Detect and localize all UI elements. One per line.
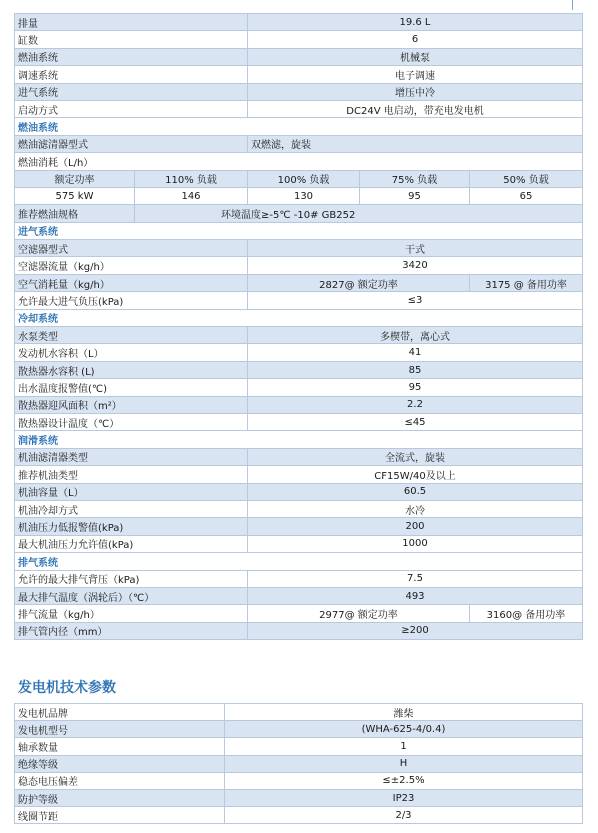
- table-row: [15, 240, 583, 257]
- table-row: [15, 483, 583, 500]
- section-title: 冷却系统: [15, 309, 583, 326]
- spec-value: 干式: [248, 240, 583, 257]
- section-header-row: [15, 553, 583, 570]
- load-header: 50% 负载: [470, 170, 583, 187]
- section-title: 排气系统: [15, 553, 583, 570]
- table-row: [15, 327, 583, 344]
- spec-label: 排量: [15, 14, 248, 31]
- spec-value: IP23: [225, 789, 583, 806]
- section-header-row: [15, 431, 583, 448]
- spec-label: 燃油消耗（L/h）: [15, 153, 583, 170]
- spec-label: 启动方式: [15, 100, 248, 117]
- section-header-row: [15, 222, 583, 239]
- spec-label: 燃油滤清器型式: [15, 135, 248, 152]
- table-row: [15, 622, 583, 639]
- load-header: 75% 负载: [360, 170, 470, 187]
- load-header: 额定功率: [15, 170, 135, 187]
- spec-value: 2/3: [225, 807, 583, 824]
- load-value: 130: [248, 187, 360, 204]
- spec-value: 增压中冷: [248, 83, 583, 100]
- spec-label: 进气系统: [15, 83, 248, 100]
- table-row: [15, 704, 583, 721]
- table-row: [15, 587, 583, 604]
- spec-value: 水冷: [248, 500, 583, 517]
- spec-value: 6: [248, 31, 583, 48]
- spec-label: 机油容量（L）: [15, 483, 248, 500]
- generator-spec-table: [14, 703, 583, 824]
- table-row: [15, 721, 583, 738]
- spec-value: 环境温度≥-5℃ -10# GB252: [135, 205, 583, 222]
- load-value: 95: [360, 187, 470, 204]
- spec-value: 200: [248, 518, 583, 535]
- table-row: [15, 274, 583, 291]
- table-row: [15, 772, 583, 789]
- section-title: 润滑系统: [15, 431, 583, 448]
- spec-label: 最大机油压力允许值(kPa): [15, 535, 248, 552]
- table-row: [15, 83, 583, 100]
- table-row: [15, 789, 583, 806]
- spec-label: 出水温度报警值(℃): [15, 379, 248, 396]
- spec-value: ≤3: [248, 292, 583, 309]
- spec-label: 绝缘等级: [15, 755, 225, 772]
- top-edge-rule: [572, 0, 573, 10]
- spec-value-rated: 2977@ 额定功率: [248, 605, 470, 622]
- table-row: [15, 448, 583, 465]
- spec-value: 多楔带，离心式: [248, 327, 583, 344]
- spec-label: 水泵类型: [15, 327, 248, 344]
- spec-label: 机油滤清器类型: [15, 448, 248, 465]
- spec-label: 推荐机油类型: [15, 466, 248, 483]
- table-row: [15, 605, 583, 622]
- spec-label: 燃油系统: [15, 48, 248, 65]
- table-row: [15, 100, 583, 117]
- spec-value: 493: [248, 587, 583, 604]
- table-row: [15, 66, 583, 83]
- spec-value: ≤45: [248, 413, 583, 430]
- spec-value-rated: 2827@ 额定功率: [248, 274, 470, 291]
- spec-value: H: [225, 755, 583, 772]
- spec-value: CF15W/40及以上: [248, 466, 583, 483]
- table-row: [15, 807, 583, 824]
- load-value: 146: [135, 187, 248, 204]
- load-value: 65: [470, 187, 583, 204]
- spec-label: 散热器迎风面积（m²）: [15, 396, 248, 413]
- spec-value: 7.5: [248, 570, 583, 587]
- table-row: [15, 135, 583, 152]
- spec-label: 排气管内径（mm）: [15, 622, 248, 639]
- spec-label: 调速系统: [15, 66, 248, 83]
- table-row: [15, 518, 583, 535]
- load-value-row: [15, 187, 583, 204]
- table-row: [15, 344, 583, 361]
- spec-value: 全流式，旋装: [248, 448, 583, 465]
- section-title: 进气系统: [15, 222, 583, 239]
- spec-label: 稳态电压偏差: [15, 772, 225, 789]
- load-header: 110% 负载: [135, 170, 248, 187]
- load-header: 100% 负载: [248, 170, 360, 187]
- generator-spec-body: [15, 704, 583, 824]
- table-row: [15, 535, 583, 552]
- spec-value: 2.2: [248, 396, 583, 413]
- spec-label: 机油冷却方式: [15, 500, 248, 517]
- spec-value: ≤±2.5%: [225, 772, 583, 789]
- spec-label: 空气消耗量（kg/h）: [15, 274, 248, 291]
- spec-label: 空滤器型式: [15, 240, 248, 257]
- spec-value: 双燃滤，旋装: [248, 135, 583, 152]
- spec-label: 散热器设计温度（℃）: [15, 413, 248, 430]
- spec-value-standby: 3175 @ 备用功率: [470, 274, 583, 291]
- spec-label: 排气流量（kg/h）: [15, 605, 248, 622]
- spec-label: 缸数: [15, 31, 248, 48]
- load-value: 575 kW: [15, 187, 135, 204]
- spec-value: 85: [248, 361, 583, 378]
- table-row: [15, 205, 583, 222]
- spec-value: 41: [248, 344, 583, 361]
- table-row: [15, 292, 583, 309]
- spec-label: 允许最大进气负压(kPa): [15, 292, 248, 309]
- table-row: [15, 396, 583, 413]
- spec-value: (WHA-625-4/0.4): [225, 721, 583, 738]
- engine-spec-body: [15, 14, 583, 640]
- spec-value-standby: 3160@ 备用功率: [470, 605, 583, 622]
- spec-value: ≥200: [248, 622, 583, 639]
- spec-label: 发动机水容积（L）: [15, 344, 248, 361]
- table-row: [15, 31, 583, 48]
- table-row: [15, 14, 583, 31]
- load-header-row: [15, 170, 583, 187]
- section-header-row: [15, 118, 583, 135]
- spec-value: 19.6 L: [248, 14, 583, 31]
- spec-value: 潍柴: [225, 704, 583, 721]
- spec-value: 60.5: [248, 483, 583, 500]
- spec-label: 防护等级: [15, 789, 225, 806]
- table-row: [15, 379, 583, 396]
- spec-value: DC24V 电启动，带充电发电机: [248, 100, 583, 117]
- table-row: [15, 153, 583, 170]
- table-row: [15, 570, 583, 587]
- spec-label: 发电机型号: [15, 721, 225, 738]
- section-header-row: [15, 309, 583, 326]
- table-row: [15, 738, 583, 755]
- spec-value: 电子调速: [248, 66, 583, 83]
- table-row: [15, 466, 583, 483]
- spec-value: 3420: [248, 257, 583, 274]
- table-row: [15, 48, 583, 65]
- spec-label: 发电机品牌: [15, 704, 225, 721]
- spec-value: 机械泵: [248, 48, 583, 65]
- spec-label: 推荐燃油规格: [15, 205, 135, 222]
- spec-label: 线圈节距: [15, 807, 225, 824]
- spec-label: 机油压力低报警值(kPa): [15, 518, 248, 535]
- spec-label: 轴承数量: [15, 738, 225, 755]
- engine-spec-table: [14, 13, 583, 640]
- spec-label: 空滤器流量（kg/h）: [15, 257, 248, 274]
- spec-label: 允许的最大排气背压（kPa): [15, 570, 248, 587]
- table-row: [15, 361, 583, 378]
- spec-value: 95: [248, 379, 583, 396]
- spec-value: 1: [225, 738, 583, 755]
- spec-label: 最大排气温度（涡轮后）（℃）: [15, 587, 248, 604]
- generator-section-title: 发电机技术参数: [18, 680, 116, 696]
- table-row: [15, 413, 583, 430]
- table-row: [15, 755, 583, 772]
- spec-label: 散热器水容积 (L): [15, 361, 248, 378]
- section-title: 燃油系统: [15, 118, 583, 135]
- table-row: [15, 500, 583, 517]
- table-row: [15, 257, 583, 274]
- spec-value: 1000: [248, 535, 583, 552]
